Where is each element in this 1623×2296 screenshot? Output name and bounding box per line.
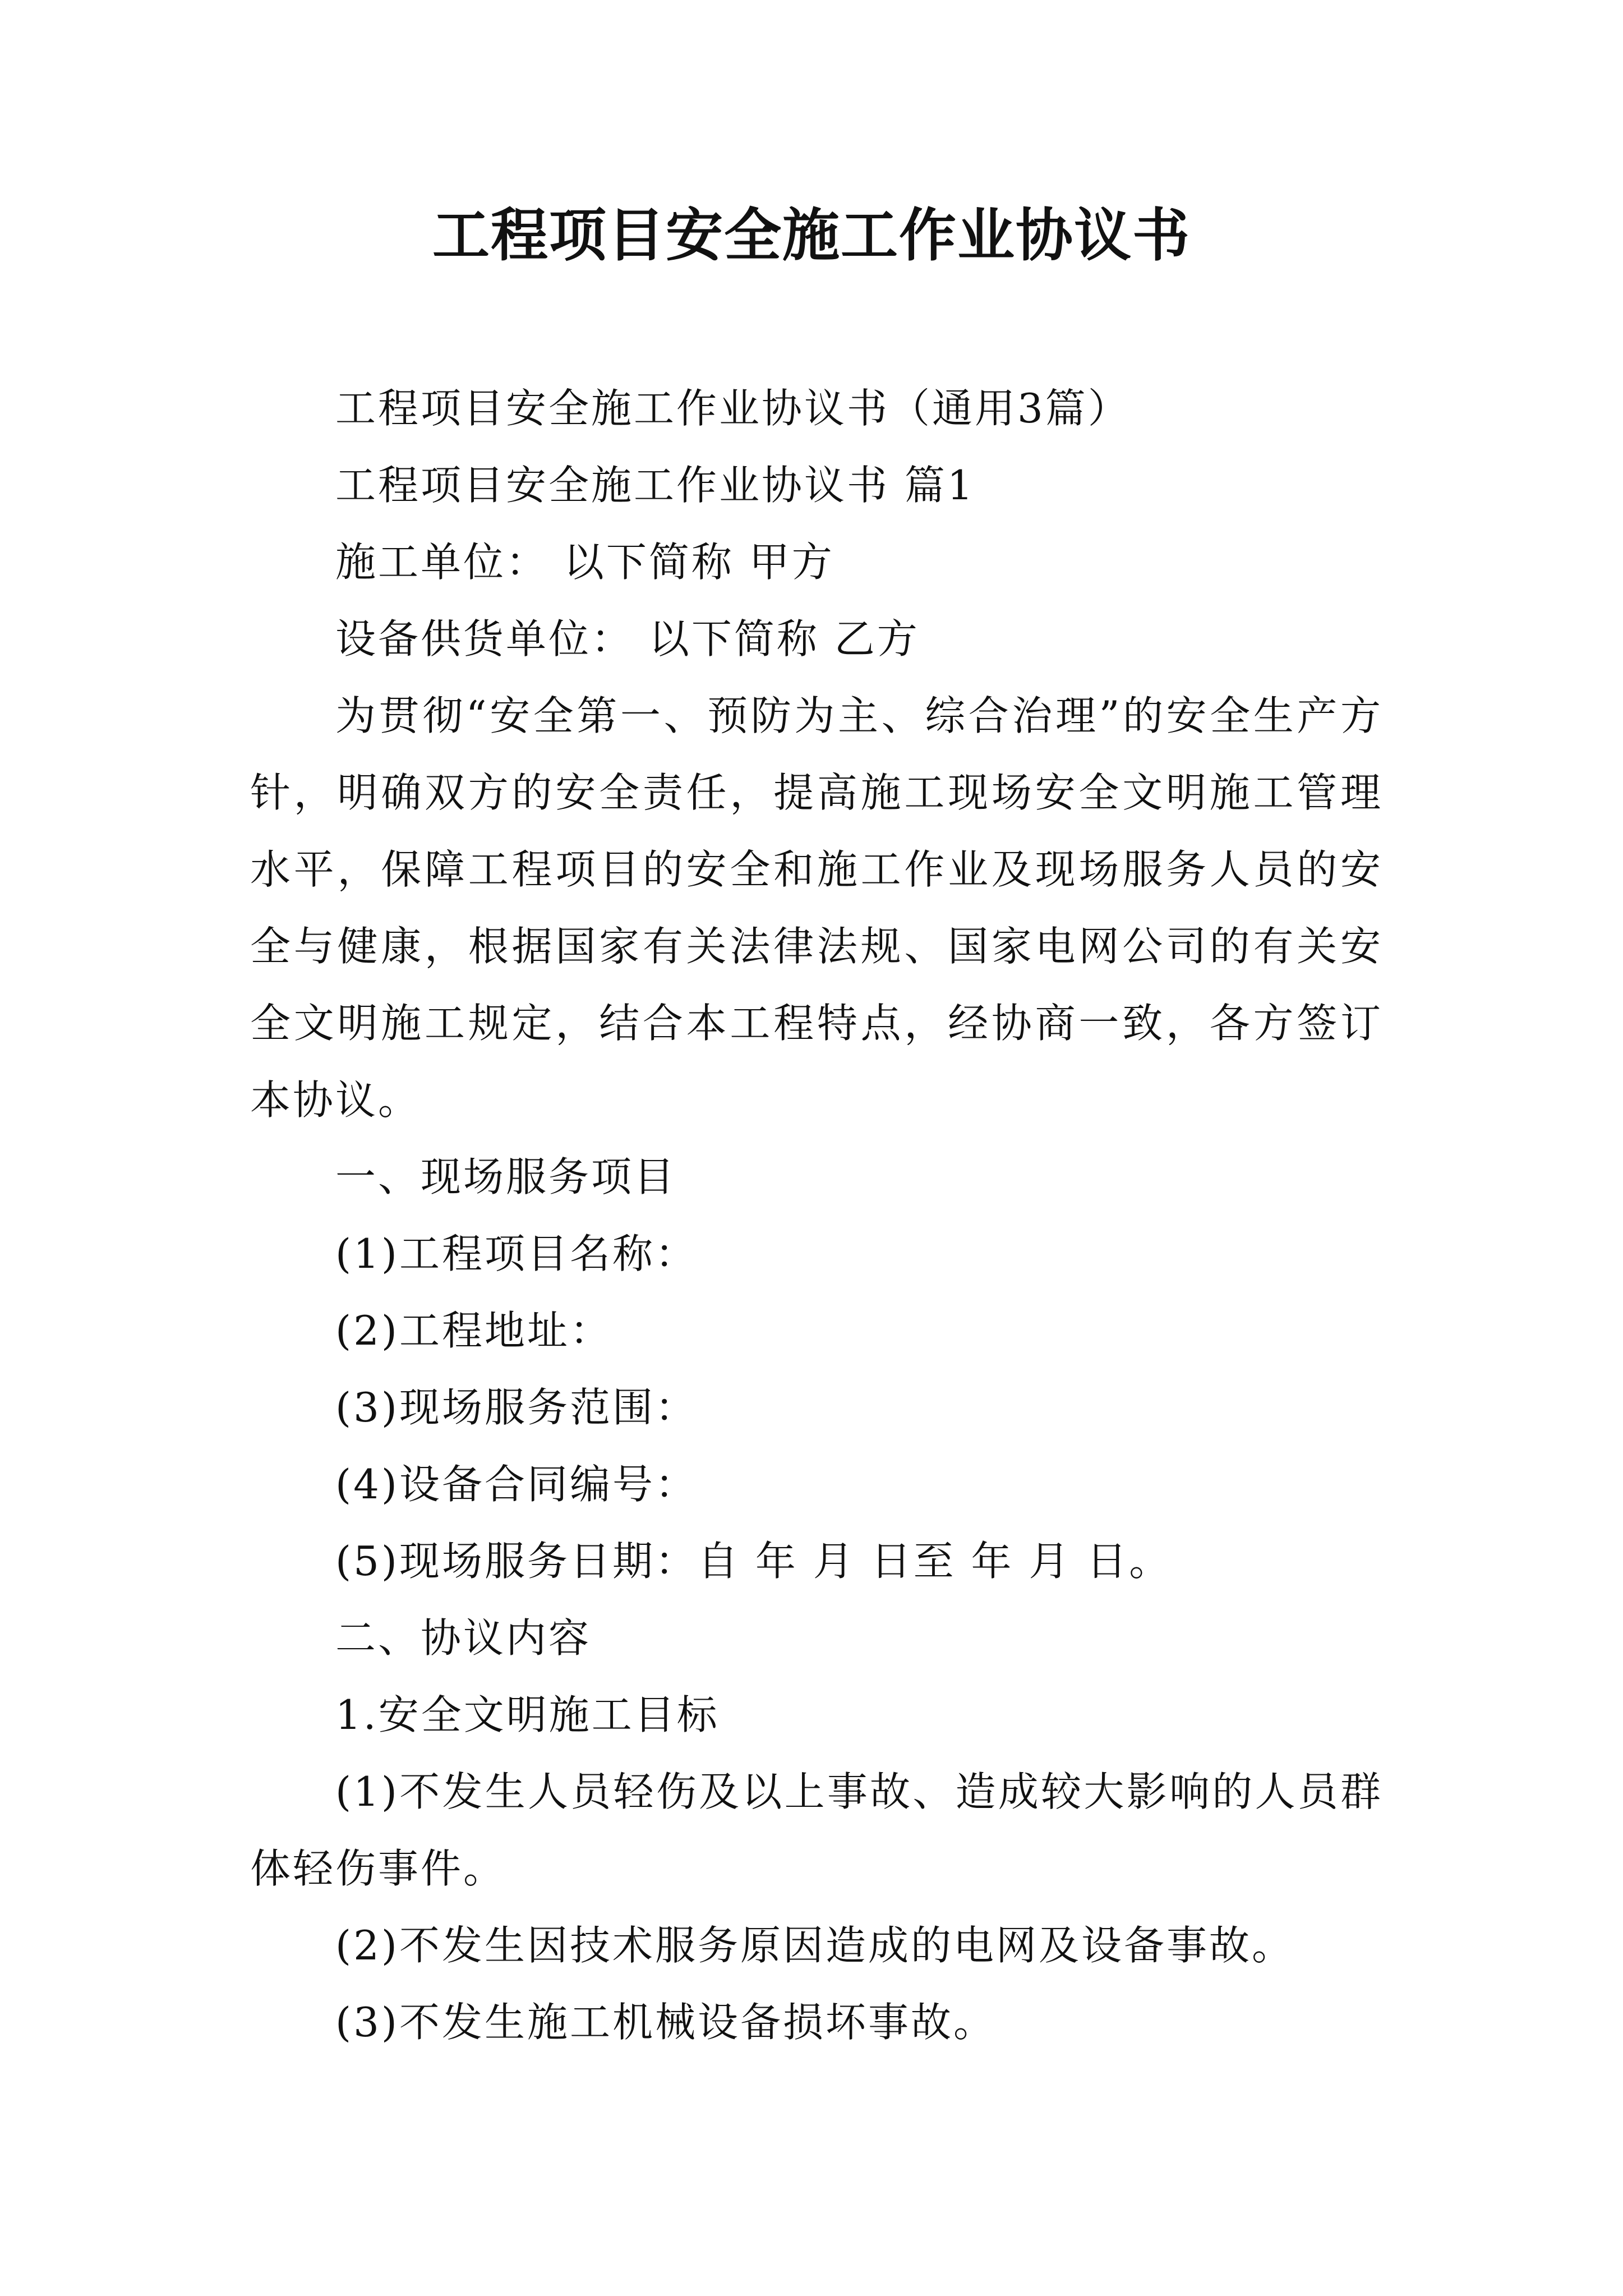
list-item: (4)设备合同编号： (335, 1461, 698, 1508)
list-item: (3)现场服务范围： (335, 1384, 698, 1431)
subtitle-paragraph: 工程项目安全施工作业协议书（通用3篇） (335, 385, 1131, 432)
list-item: (5)现场服务日期：自 年 月 日至 年 月 日。 (335, 1538, 1172, 1585)
preamble-paragraph: 为贯彻“安全第一、预防为主、综合治理”的安全生产方针，明确双方的安全责任，提高施工现场安全文明施工管理水平，保障工程项目的安全和施工作业及现场服务人员的安全与健康，根据国家有关法律法规、国家电网公司的有关安全文明施工规定，结合本工程特点，经协商一致，各方签订本协议。 (250, 692, 1383, 1124)
list-item: (2)工程地址： (335, 1307, 612, 1354)
list-item: (1)不发生人员轻伤及以上事故、造成较大影响的人员群体轻伤事件。 (250, 1768, 1383, 1892)
list-item: (1)工程项目名称： (335, 1230, 698, 1277)
section-heading: 二、协议内容 (335, 1614, 592, 1662)
party-a-line: 施工单位： 以下简称 甲方 (335, 539, 834, 586)
list-item: (2)不发生因技术服务原因造成的电网及设备事故。 (335, 1922, 1294, 1969)
party-b-line: 设备供货单位： 以下简称 乙方 (335, 615, 920, 662)
document-body (250, 370, 1383, 2061)
subsection-heading: 1.安全文明施工目标 (335, 1691, 720, 1738)
document-title: 工程项目安全施工作业协议书 (432, 202, 1191, 269)
section-heading: 工程项目安全施工作业协议书 篇1 (335, 462, 975, 509)
list-item: (3)不发生施工机械设备损坏事故。 (335, 1999, 996, 2046)
section-heading: 一、现场服务项目 (335, 1153, 677, 1200)
